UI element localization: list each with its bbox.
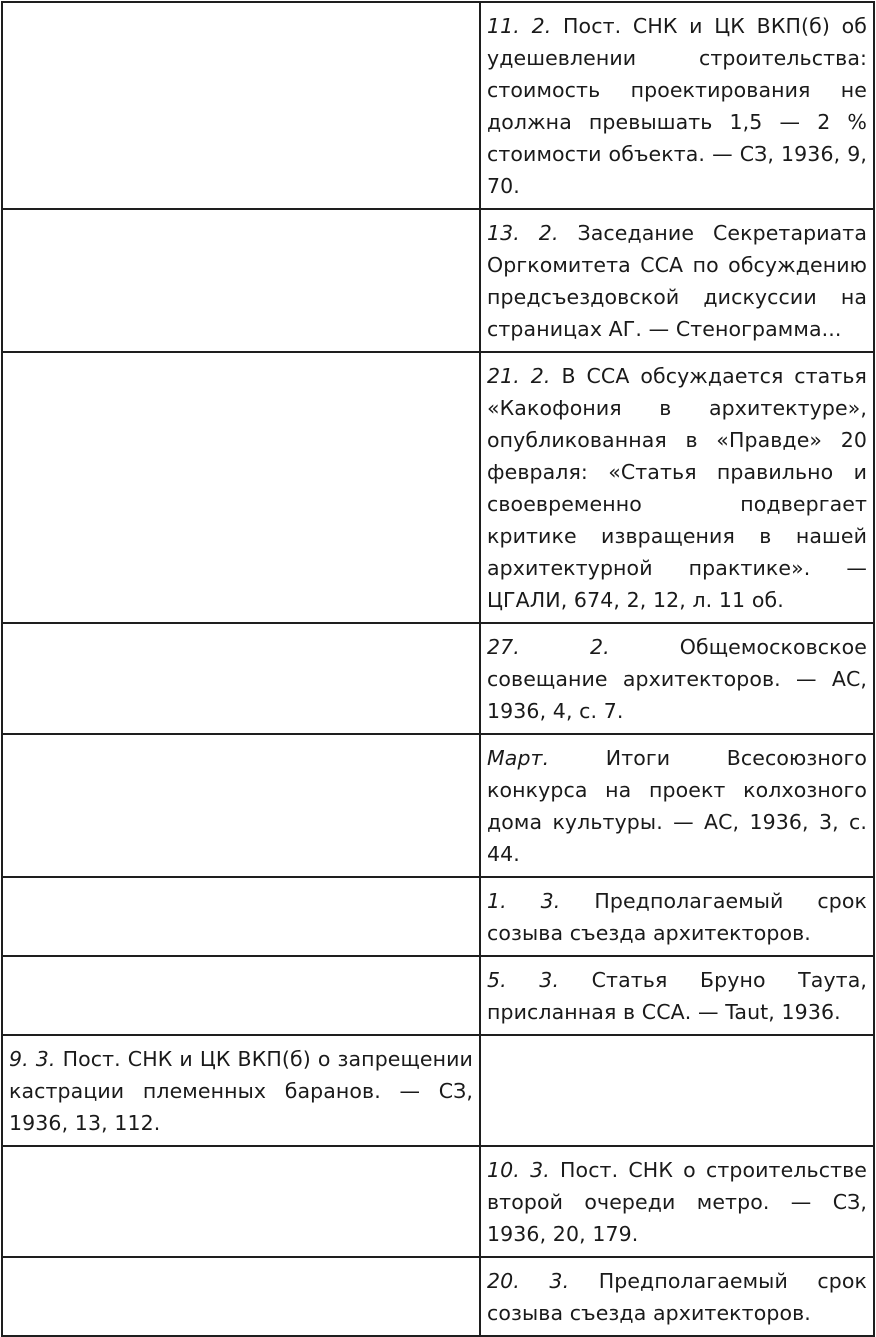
table-row [2, 1035, 874, 1146]
left-cell-empty [2, 734, 480, 877]
entry-date: 10. 3. [487, 1158, 550, 1182]
entry-text: Статья Бруно Таута, присланная в ССА. — Taut, 1936. [487, 968, 868, 1024]
table-row [2, 2, 874, 209]
right-cell-entry [480, 209, 874, 352]
right-cell-empty [480, 1035, 874, 1146]
table-row [2, 877, 874, 956]
entry-text: В ССА обсуждается статья «Какофония в архитектуре», опубликованная в «Правде» 20 февраля: «Статья правильно и своевременно подвергает критике извращения в нашей архитектурной практике». — ЦГАЛИ, 674, 2, 12, л. 11 об. [487, 364, 867, 612]
entry-text: Заседание Секретариата Оргкомитета ССА по обсуждению предсъездовской дискуссии на страницах АГ. — Стенограмма... [487, 221, 868, 341]
entry-date: 1. 3. [487, 889, 561, 913]
right-cell-entry [480, 877, 874, 956]
entry-text: Пост. СНК и ЦК ВКП(б) об удешевлении строительства: стоимость проектирования не должна превышать 1,5 — 2 % стоимости объекта. — СЗ, 1936, 9, 70. [487, 14, 867, 198]
entry-text: Итоги Всесоюзного конкурса на проект колхозного дома культуры. — АС, 1936, 3, с. 44. [487, 746, 867, 866]
right-cell-entry [480, 352, 874, 623]
left-cell-empty [2, 352, 480, 623]
right-cell-entry [480, 1146, 874, 1257]
left-cell-empty [2, 209, 480, 352]
table-row [2, 734, 874, 877]
entry-date: Март. [487, 746, 550, 770]
right-cell-entry [480, 956, 874, 1035]
left-cell-empty [2, 877, 480, 956]
table-row [2, 956, 874, 1035]
left-cell-empty [2, 956, 480, 1035]
right-cell-entry [480, 734, 874, 877]
table-row [2, 352, 874, 623]
entry-text: Предполагаемый срок созыва съезда архитекторов. [487, 1269, 867, 1325]
left-cell-entry [2, 1035, 480, 1146]
entry-date: 27. 2. [487, 635, 610, 659]
left-cell-empty [2, 2, 480, 209]
table-row [2, 1257, 874, 1336]
left-cell-empty [2, 623, 480, 734]
entry-date: 13. 2. [487, 221, 559, 245]
left-cell-empty [2, 1257, 480, 1336]
right-cell-entry [480, 2, 874, 209]
right-cell-entry [480, 1257, 874, 1336]
entry-date: 21. 2. [487, 364, 551, 388]
entry-date: 9. 3. [9, 1047, 56, 1071]
entry-text: Общемосковское совещание архитекторов. — АС, 1936, 4, с. 7. [487, 635, 867, 723]
entry-text: Предполагаемый срок созыва съезда архитекторов. [487, 889, 867, 945]
entry-text: Пост. СНК о строительстве второй очереди метро. — СЗ, 1936, 20, 179. [487, 1158, 868, 1246]
right-cell-entry [480, 623, 874, 734]
left-cell-empty [2, 1146, 480, 1257]
entry-date: 5. 3. [487, 968, 560, 992]
entry-date: 11. 2. [487, 14, 552, 38]
entry-date: 20. 3. [487, 1269, 570, 1293]
table-row [2, 623, 874, 734]
chronology-table [1, 1, 875, 1337]
table-row [2, 209, 874, 352]
entry-text: Пост. СНК и ЦК ВКП(б) о запрещении кастрации племенных баранов. — СЗ, 1936, 13, 112. [9, 1047, 473, 1135]
table-row [2, 1146, 874, 1257]
